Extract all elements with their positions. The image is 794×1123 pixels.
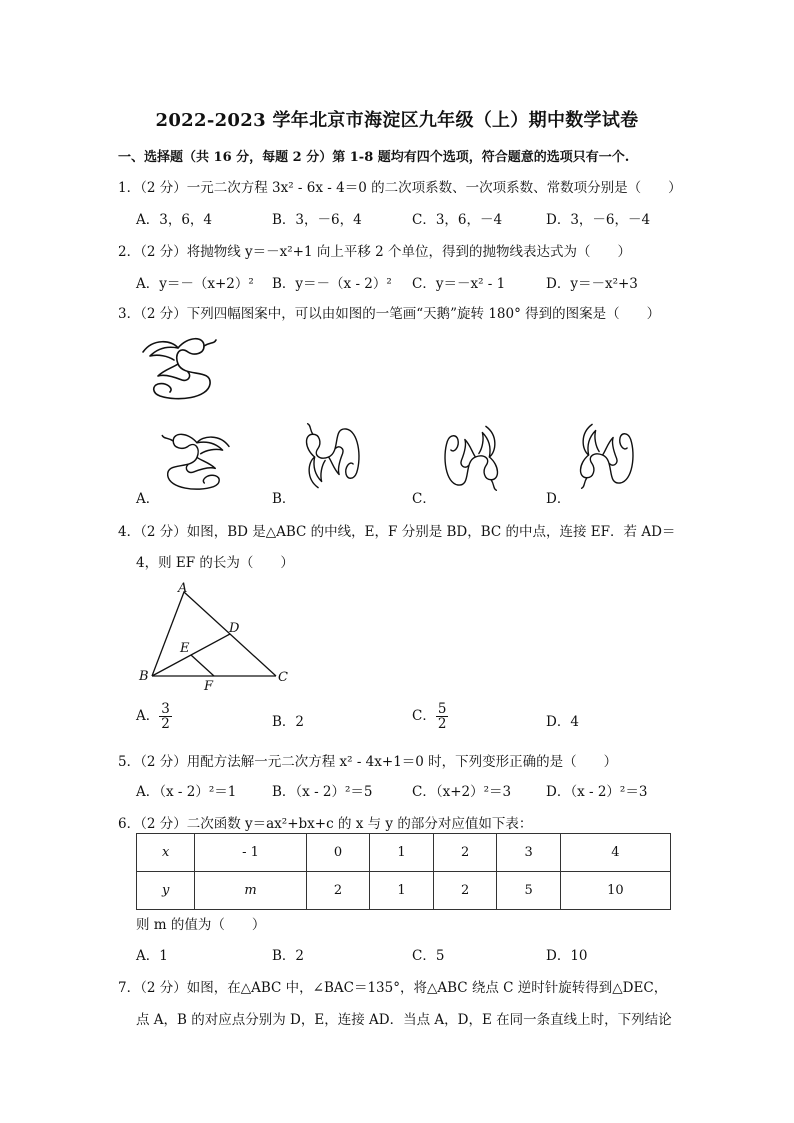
table-cell: 4 <box>560 834 670 872</box>
q4-option-b: B．2 <box>272 714 305 730</box>
question-2-stem: 2．（2 分）将抛物线 y＝－x²+1 向上平移 2 个单位，得到的抛物线表达式为（ ） <box>118 244 632 260</box>
q5-option-b: B．（x - 2）²＝5 <box>272 784 373 800</box>
q4-option-c-numerator: 5 <box>437 701 447 717</box>
q5-option-d: D．（x - 2）²＝3 <box>546 784 648 800</box>
xy-value-table <box>136 833 671 910</box>
label-f: F <box>204 679 214 694</box>
q6-option-a: A．1 <box>136 948 168 964</box>
question-7-line2: 点 A，B 的对应点分别为 D，E，连接 AD．当点 A，D，E 在同一条直线上时，下列结论 <box>136 1012 672 1028</box>
swan-reference-figure <box>138 334 218 404</box>
q6-option-d: D．10 <box>546 948 588 964</box>
q6-option-c: C．5 <box>412 948 445 964</box>
swan-option-d-figure <box>572 414 642 496</box>
table-cell: 2 <box>306 872 370 910</box>
q3-option-d: D． <box>546 491 571 507</box>
table-row-y <box>137 872 671 910</box>
q5-option-a: A．（x - 2）²＝1 <box>136 784 237 800</box>
question-6-stem: 6．（2 分）二次函数 y＝ax²+bx+c 的 x 与 y 的部分对应值如下表： <box>118 816 533 832</box>
q2-option-a: A．y＝－（x+2）² <box>136 276 254 292</box>
q3-option-b: B． <box>272 491 296 507</box>
q4-option-d: D．4 <box>546 714 579 730</box>
q4-option-a <box>136 702 172 731</box>
table-cell: 5 <box>497 872 561 910</box>
q4-option-c-fraction <box>436 702 449 731</box>
swan-option-c-figure <box>436 418 506 496</box>
q5-option-c: C．（x+2）²＝3 <box>412 784 512 800</box>
q4-option-c <box>412 702 448 731</box>
label-c: C <box>278 670 288 685</box>
page-title: 2022-2023 学年北京市海淀区九年级（上）期中数学试卷 <box>155 110 639 131</box>
q4-option-a-numerator: 3 <box>161 701 170 717</box>
q3-option-a: A． <box>136 491 160 507</box>
q1-option-d: D．3，－6，－4 <box>546 212 651 228</box>
triangle-abc-figure <box>136 580 296 692</box>
question-7-line1: 7．（2 分）如图，在△ABC 中，∠BAC＝135°，将△ABC 绕点 C 逆时针旋转得到△DEC， <box>118 980 668 996</box>
q2-option-b: B．y＝－（x - 2）² <box>272 276 392 292</box>
q4-option-c-denominator: 2 <box>437 716 447 733</box>
section-heading: 一、选择题（共 16 分，每题 2 分）第 1-8 题均有四个选项，符合题意的选项只有一个. <box>118 150 630 165</box>
label-a: A <box>178 581 188 596</box>
table-cell: 0 <box>306 834 370 872</box>
table-row-x <box>137 834 671 872</box>
question-5-stem: 5．（2 分）用配方法解一元二次方程 x² - 4x+1＝0 时，下列变形正确的是（ ） <box>118 754 618 770</box>
q4-option-a-denominator: 2 <box>161 716 170 733</box>
label-e: E <box>180 641 190 656</box>
table-cell: y <box>137 872 195 910</box>
q4-option-a-prefix: A． <box>136 708 160 725</box>
table-cell: 3 <box>497 834 561 872</box>
question-1-stem: 1．（2 分）一元二次方程 3x² - 6x - 4＝0 的二次项系数、一次项系数、常数项分别是（ ） <box>118 180 682 196</box>
question-4-stem-line1: 4．（2 分）如图，BD 是△ABC 的中线，E，F 分别是 BD，BC 的中点，连接 EF．若 AD＝ <box>118 524 676 540</box>
q6-option-b: B．2 <box>272 948 305 964</box>
table-cell: - 1 <box>195 834 306 872</box>
label-b: B <box>139 669 149 684</box>
segment-ab <box>152 592 184 676</box>
swan-option-b-figure <box>298 418 368 496</box>
segment-ef <box>191 655 214 676</box>
q3-option-c: C． <box>412 491 436 507</box>
q4-option-c-prefix: C． <box>412 708 436 725</box>
table-cell: 1 <box>370 834 434 872</box>
q4-option-a-fraction <box>159 702 172 731</box>
q2-option-d: D．y＝－x²+3 <box>546 276 638 292</box>
question-6-followup: 则 m 的值为（ ） <box>136 917 266 933</box>
table-cell: m <box>195 872 306 910</box>
q1-option-a: A．3，6，4 <box>136 212 213 228</box>
table-cell: 2 <box>433 872 497 910</box>
q1-option-b: B．3，－6，4 <box>272 212 362 228</box>
label-d: D <box>229 621 240 636</box>
q2-option-c: C．y＝－x² - 1 <box>412 276 506 292</box>
q1-option-c: C．3，6，－4 <box>412 212 503 228</box>
table-cell: 2 <box>433 834 497 872</box>
table-cell: 10 <box>560 872 670 910</box>
table-cell: 1 <box>370 872 434 910</box>
table-cell: x <box>137 834 195 872</box>
question-4-stem-line2: 4，则 EF 的长为（ ） <box>136 555 294 571</box>
swan-option-a-figure <box>160 430 234 494</box>
question-3-stem: 3．（2 分）下列四幅图案中，可以由如图的一笔画“天鹅”旋转 180° 得到的图案是（ ） <box>118 306 661 322</box>
